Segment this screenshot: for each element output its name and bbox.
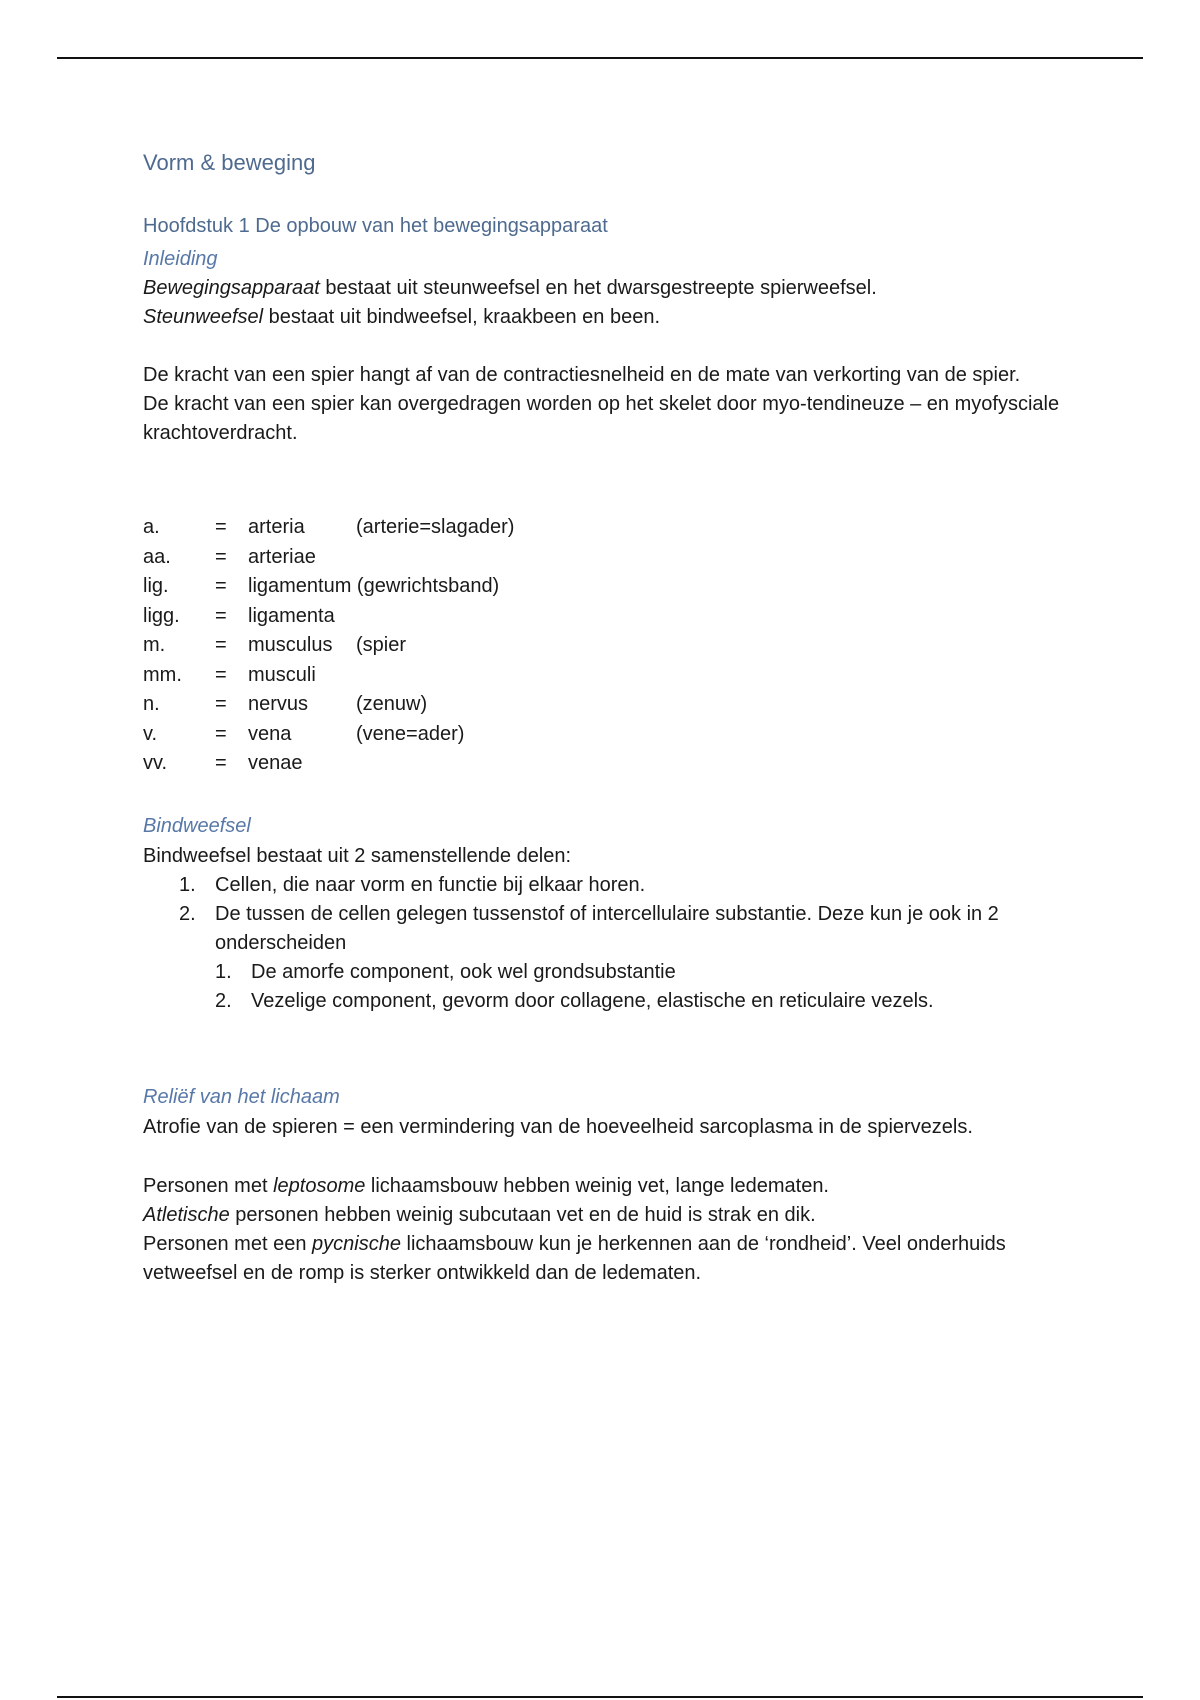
term-leptosome: leptosome: [273, 1175, 366, 1197]
term-cell: musculus: [248, 634, 333, 656]
list-item-text: De amorfe component, ook wel grondsubstantie: [251, 961, 676, 983]
term-cell: arteria: [248, 516, 305, 538]
relief-paragraphs: [143, 1172, 1083, 1288]
term-steunweefsel: Steunweefsel: [143, 306, 264, 328]
paragraph-text: Atrofie van de spieren = een vermindering van de hoeveelheid sarcoplasma in de spiervezels.: [143, 1116, 973, 1138]
list-number: 2.: [179, 903, 196, 925]
header-rule: [57, 57, 1143, 59]
paragraph-pycnische: [143, 1230, 1083, 1288]
paragraph-text: bestaat uit bindweefsel, kraakbeen en been.: [263, 306, 661, 328]
abbr-cell: m.: [143, 634, 166, 656]
paragraph-text: Personen met: [143, 1175, 274, 1197]
table-row: [143, 602, 514, 632]
abbr-cell: a.: [143, 516, 160, 538]
list-item: [143, 900, 1083, 1016]
term-cell: venae: [248, 752, 303, 774]
list-number: 1.: [215, 961, 232, 983]
abbreviation-table: [143, 513, 514, 779]
equals-cell: =: [215, 516, 227, 538]
table-row: [143, 690, 514, 720]
section-heading-relief: Reliëf van het lichaam: [143, 1086, 340, 1108]
paragraph-text: Bindweefsel bestaat uit 2 samenstellende delen:: [143, 845, 572, 867]
paragraph-text: De kracht van een spier kan overgedragen worden op het skelet door myo-tendineuze – en myofysciale krachtoverdracht.: [143, 393, 1060, 444]
table-row: [143, 572, 514, 602]
paragraph-bewegingsapparaat: [143, 274, 1083, 303]
term-cell: vena: [248, 722, 292, 745]
nested-numbered-list: [215, 958, 1083, 1016]
term-cell: musculi: [248, 663, 316, 686]
term-bewegingsapparaat: Bewegingsapparaat: [143, 277, 320, 299]
paragraph-leptosome: [143, 1172, 1083, 1201]
inleiding-paragraphs: [143, 274, 1083, 332]
term-atletische: Atletische: [143, 1204, 230, 1226]
section-heading-inleiding: Inleiding: [143, 248, 218, 270]
section-heading-bindweefsel: Bindweefsel: [143, 815, 251, 837]
document-title: Vorm & beweging: [143, 150, 316, 175]
note-cell: (vene=ader): [356, 722, 465, 745]
table-row: [143, 749, 514, 779]
paragraph-text: lichaamsbouw kun je herkennen aan de ‘rondheid’. Veel onderhuids vetweefsel en de romp is sterker ontwikkeld dan de ledematen.: [143, 1233, 1006, 1284]
list-number: 2.: [215, 990, 232, 1012]
bindweefsel-body: [143, 842, 1083, 1016]
note-cell: [356, 543, 514, 573]
term-cell: ligamentum (gewrichtsband): [248, 575, 500, 597]
list-item-text: De tussen de cellen gelegen tussenstof of intercellulaire substantie. Deze kun je ook in 2 onderscheiden: [215, 903, 999, 954]
abbr-cell: v.: [143, 722, 158, 745]
equals-cell: =: [215, 693, 227, 715]
abbr-cell: n.: [143, 693, 160, 715]
abbr-cell: ligg.: [143, 604, 180, 627]
note-cell: (zenuw): [356, 693, 428, 715]
paragraph-kracht-spier: [143, 361, 1083, 448]
equals-cell: =: [215, 604, 227, 627]
note-cell: [356, 661, 514, 691]
paragraph-atrofie: [143, 1113, 1083, 1142]
equals-cell: =: [215, 752, 227, 774]
chapter-heading: Hoofdstuk 1 De opbouw van het bewegingsapparaat: [143, 215, 608, 237]
term-cell: ligamenta: [248, 604, 335, 627]
note-cell: [356, 602, 514, 632]
equals-cell: =: [215, 575, 227, 597]
equals-cell: =: [215, 722, 227, 745]
term-cell: nervus: [248, 693, 309, 715]
note-cell: (spier: [356, 634, 407, 656]
paragraph-text: bestaat uit steunweefsel en het dwarsgestreepte spierweefsel.: [319, 277, 877, 299]
abbr-cell: mm.: [143, 663, 182, 686]
table-row: [143, 543, 514, 573]
table-row: [143, 513, 514, 543]
abbr-cell: aa.: [143, 545, 171, 568]
list-item: [143, 958, 1083, 987]
paragraph-text: De kracht van een spier hangt af van de contractiesnelheid en de mate van verkorting van de spier.: [143, 364, 1021, 386]
numbered-list: [143, 871, 1083, 1016]
list-item-text: Cellen, die naar vorm en functie bij elkaar horen.: [215, 874, 646, 896]
note-cell: (arterie=slagader): [356, 516, 515, 538]
abbr-cell: lig.: [143, 575, 169, 597]
paragraph-steunweefsel: [143, 303, 1083, 332]
equals-cell: =: [215, 545, 227, 568]
term-cell: arteriae: [248, 545, 316, 568]
term-pycnische: pycnische: [312, 1233, 401, 1255]
paragraph-text: personen hebben weinig subcutaan vet en de huid is strak en dik.: [229, 1204, 816, 1226]
table-row: [143, 631, 514, 661]
equals-cell: =: [215, 663, 227, 686]
abbr-cell: vv.: [143, 752, 168, 774]
footer-rule: [57, 1696, 1143, 1698]
list-item-text: Vezelige component, gevorm door collagene, elastische en reticulaire vezels.: [251, 990, 934, 1012]
paragraph-atletische: [143, 1201, 1083, 1230]
table-row: [143, 720, 514, 750]
equals-cell: =: [215, 634, 227, 656]
list-item: [143, 871, 1083, 900]
list-item: [143, 987, 1083, 1016]
list-number: 1.: [179, 874, 196, 896]
table-row: [143, 661, 514, 691]
paragraph-text: lichaamsbouw hebben weinig vet, lange ledematen.: [365, 1175, 829, 1197]
paragraph-text: Personen met een: [143, 1233, 312, 1255]
note-cell: [356, 749, 514, 779]
